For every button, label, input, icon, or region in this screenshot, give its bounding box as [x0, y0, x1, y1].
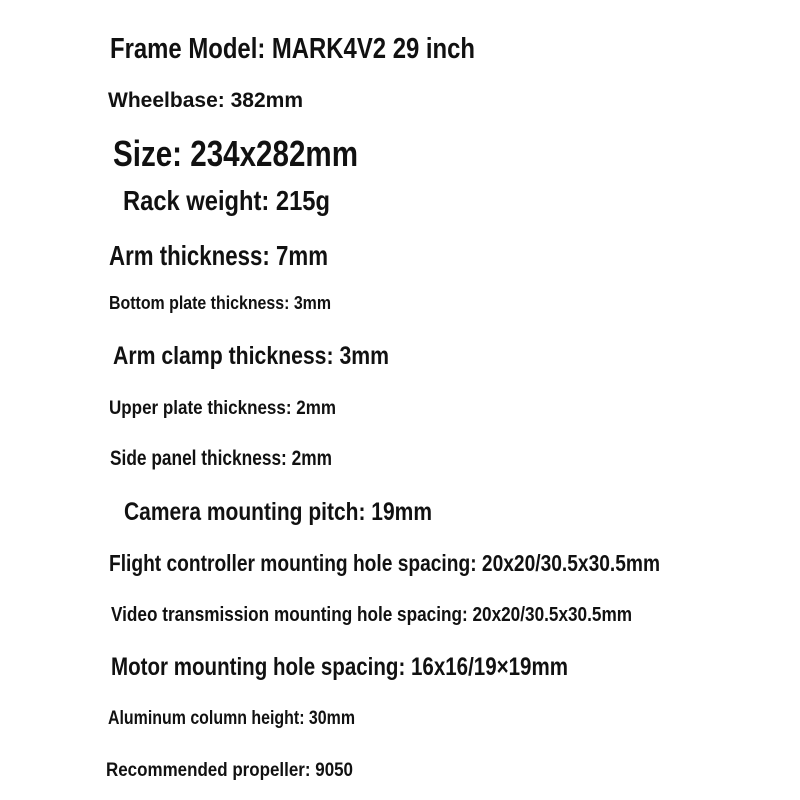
spec-vtx-spacing: Video transmission mounting hole spacing: 20x20/30.5x30.5mm [111, 604, 632, 626]
spec-arm-thickness: Arm thickness: 7mm [109, 240, 328, 271]
spec-bottom-plate: Bottom plate thickness: 3mm [109, 293, 331, 313]
spec-frame-model: Frame Model: MARK4V2 29 inch [110, 33, 475, 65]
spec-arm-clamp: Arm clamp thickness: 3mm [113, 342, 389, 370]
spec-upper-plate: Upper plate thickness: 2mm [109, 398, 336, 419]
spec-size: Size: 234x282mm [113, 133, 358, 174]
spec-propeller: Recommended propeller: 9050 [106, 760, 353, 781]
spec-rack-weight: Rack weight: 215g [123, 185, 330, 216]
spec-fc-spacing: Flight controller mounting hole spacing: 20x20/30.5x30.5mm [109, 550, 660, 576]
spec-column-height: Aluminum column height: 30mm [108, 708, 355, 729]
spec-camera-pitch: Camera mounting pitch: 19mm [124, 498, 432, 526]
spec-motor-spacing: Motor mounting hole spacing: 16x16/19×19mm [111, 653, 568, 681]
spec-wheelbase: Wheelbase: 382mm [108, 89, 303, 112]
spec-side-panel: Side panel thickness: 2mm [110, 447, 332, 470]
